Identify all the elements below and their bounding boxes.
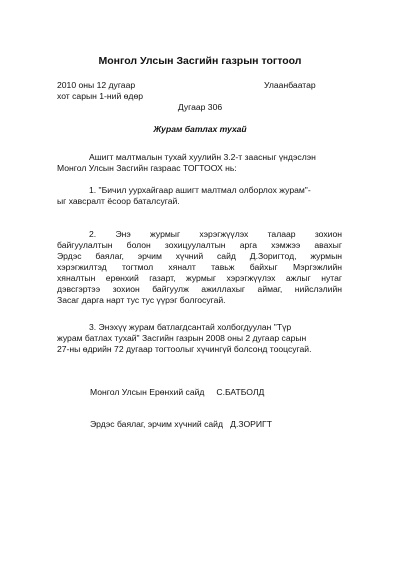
date-line: 2010 оны 12 дугаар [57,80,136,90]
resolution-subject: Журам батлах тухай [153,124,247,134]
item-3-line: 27-ны өдрийн 72 дугаар тогтоолыг хүчингүй болсонд тооцсугай. [57,344,312,354]
item-2 [57,229,342,306]
item-1-line: 1. "Бичил уурхайгаар ашигт малтмал олборлох журам"- [89,185,311,195]
item-2-line: хяналтын ерөнхий газарт, журмыг хэрэгжүүлэх ажлыг нутаг [57,273,342,283]
item-1 [57,185,342,207]
item-2-line: хэрэгжилтэд тогтмол хяналт тавьж байхыг Мэргэжлийн [57,262,342,272]
date-line-2: хот сарын 1-ний өдөр [57,91,144,101]
preamble-line: Ашигт малтмалын тухай хуулийн 3.2-т заасныг үндэслэн [89,152,316,162]
item-3 [57,322,342,355]
document-title: Монгол Улсын Засгийн газрын тогтоол [98,55,302,67]
city-name: Улаанбаатар [264,80,316,90]
item-2-line: Эрдэс баялаг, эрчим хүчний сайд Д.Зоригтод, журмын [57,251,342,261]
signature-minister: Эрдэс баялаг, эрчим хүчний сайд Д.ЗОРИГТ [90,419,272,429]
item-2-line: байгуулалтын болон зохицуулалтын арга хэмжээ авахыг [57,240,342,250]
signature-prime-minister: Монгол Улсын Ерөнхий сайд С.БАТБОЛД [90,387,265,397]
item-3-line: журам батлах тухай" Засгийн газрын 2008 оны 2 дугаар сарын [57,333,307,343]
resolution-number: Дугаар 306 [177,102,223,112]
item-3-line: 3. Энэхүү журам батлагдсантай холбогдуулан "Түр [89,322,292,332]
preamble [57,152,342,174]
item-2-line: Засаг дарга нарт тус тус үүрэг болгосугай. [57,295,226,305]
preamble-line: Монгол Улсын Засгийн газраас ТОГТООХ нь: [57,163,237,173]
item-2-line: дэвсгэртээ зохион байгуулж ажиллахыг аймаг, нийслэлийн [57,284,342,294]
item-1-line: ыг хавсралт ёсоор баталсугай. [57,196,180,206]
item-2-line: 2. Энэ журмыг хэрэгжүүлэх талаар зохион [89,229,342,239]
